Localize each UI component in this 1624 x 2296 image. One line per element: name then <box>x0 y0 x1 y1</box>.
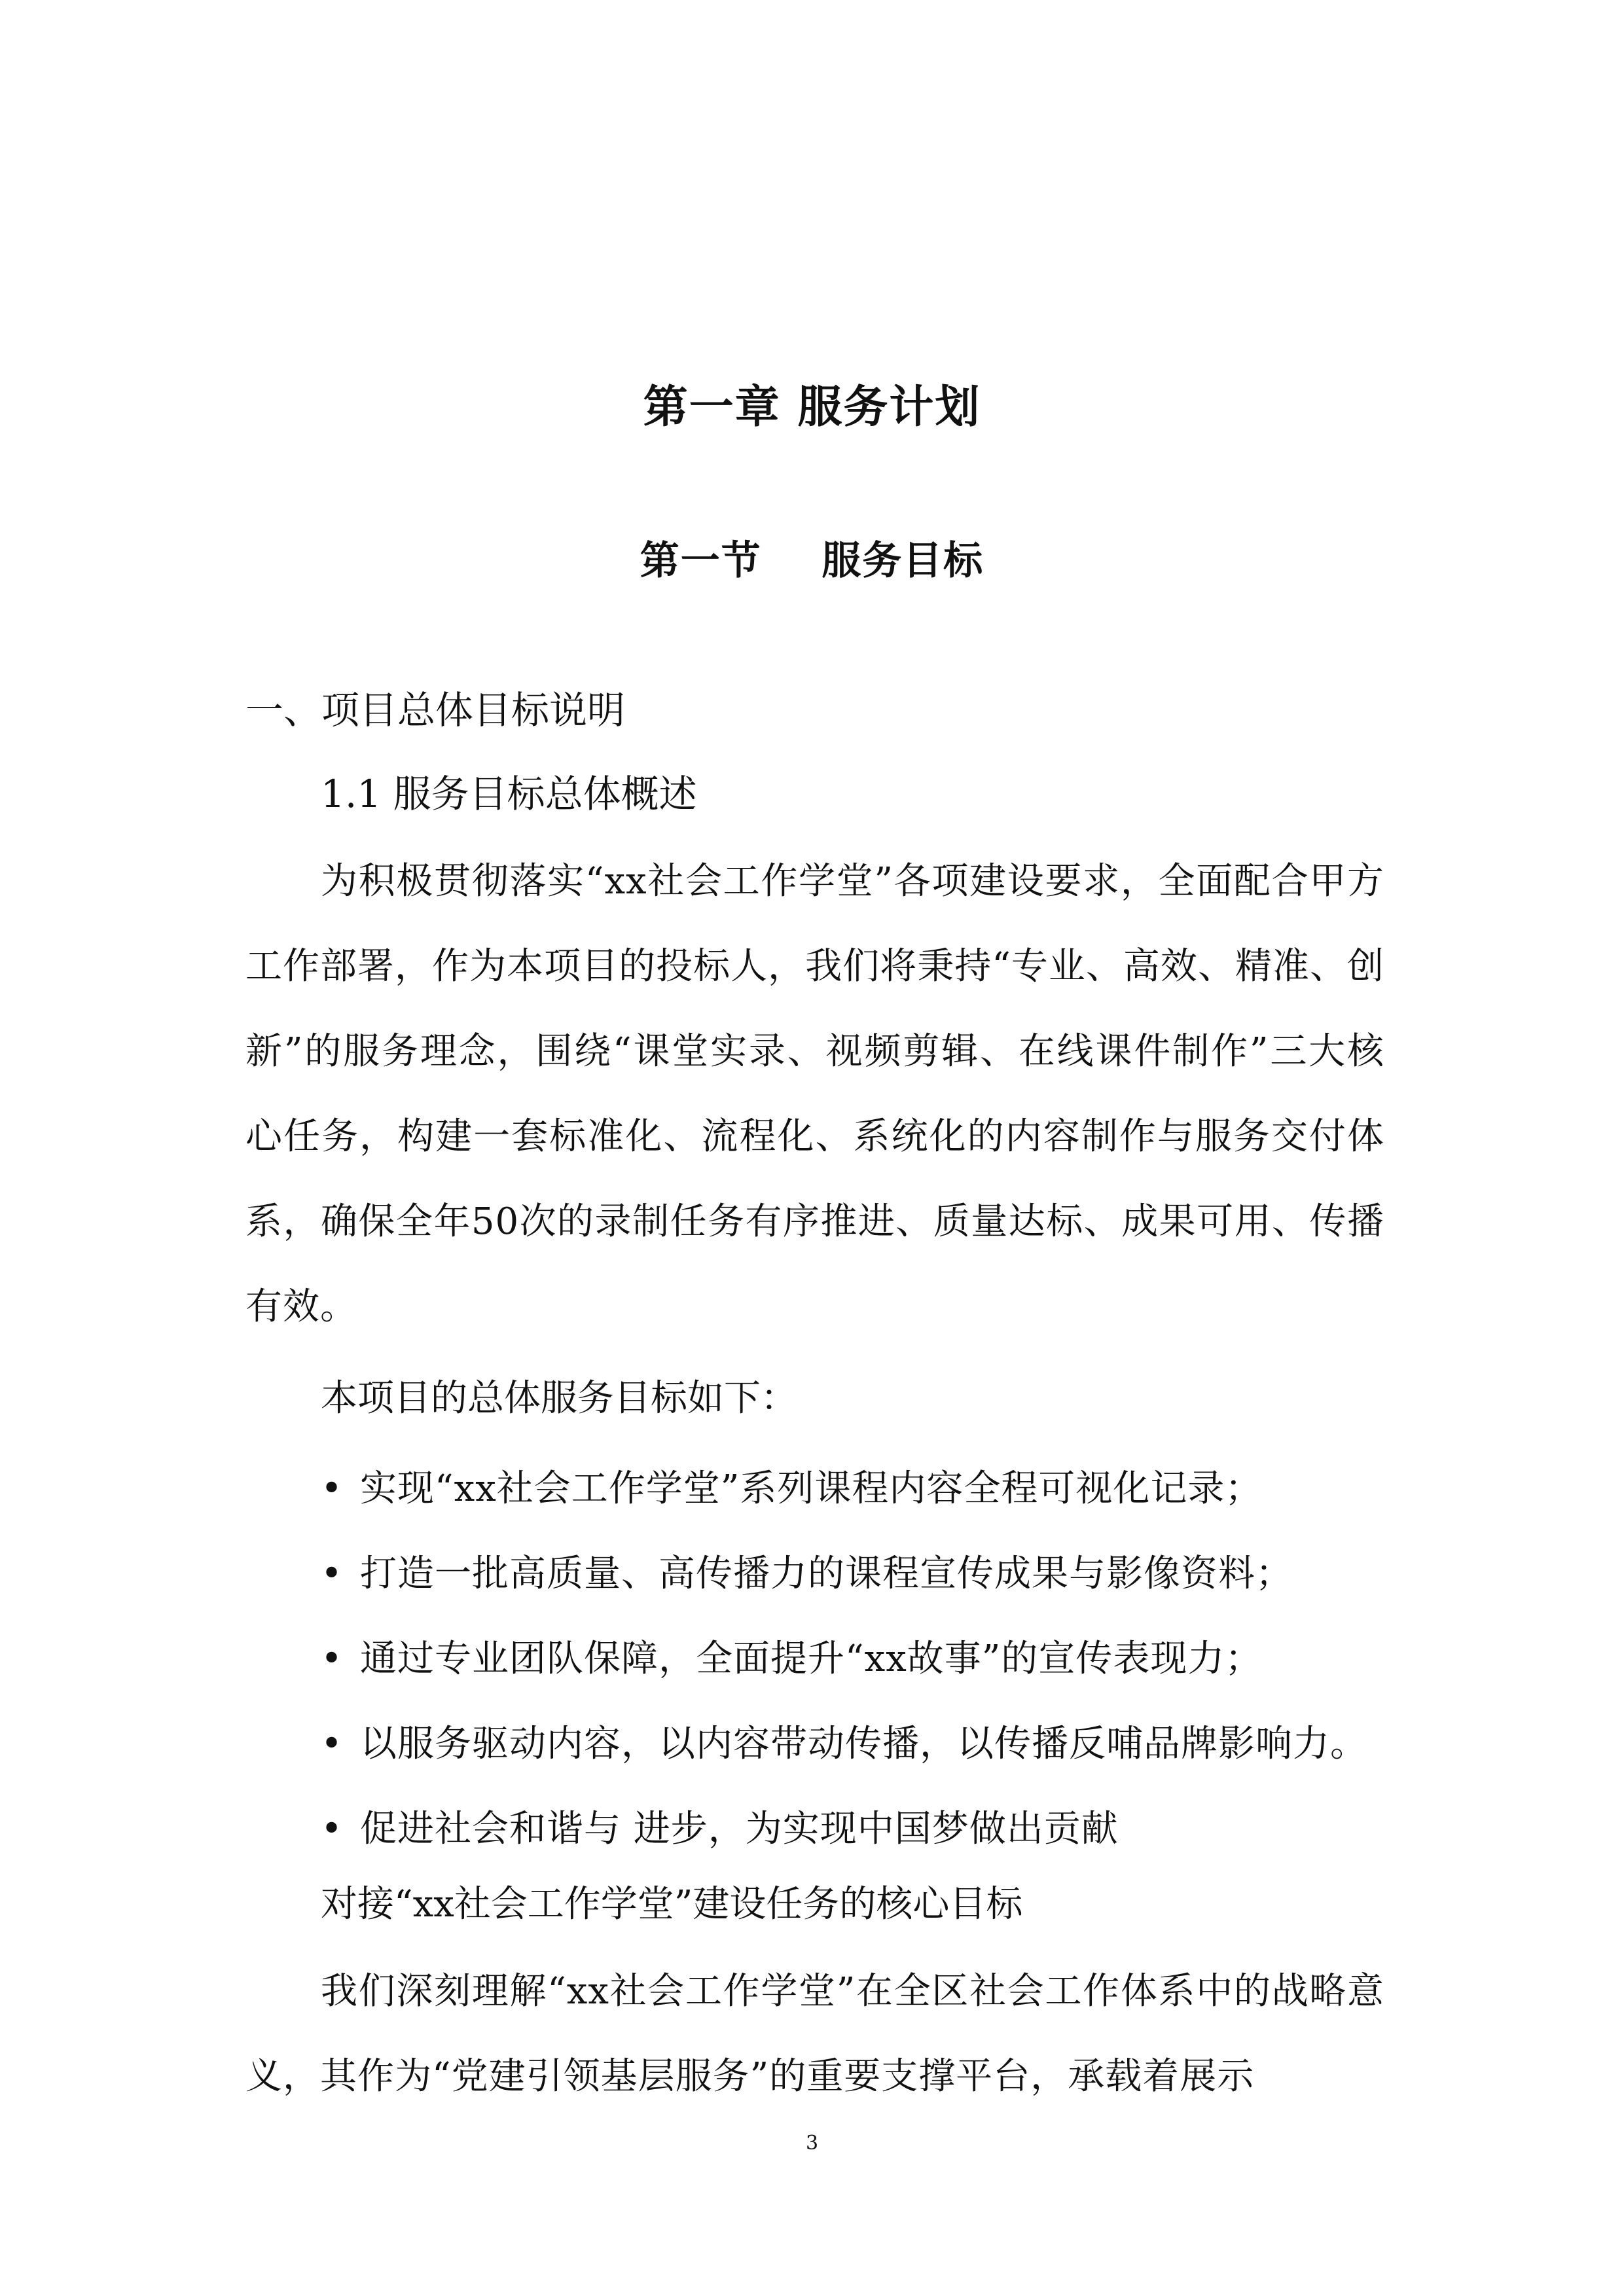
list-item-text: 实现“xx社会工作学堂”系列课程内容全程可视化记录； <box>360 1467 1263 1510</box>
list-item <box>321 1617 1367 1702</box>
chapter-title: 第一章 服务计划 <box>643 382 981 433</box>
paragraph-significance: 我们深刻理解“xx社会工作学堂”在全区社会工作体系中的战略意义，其作为“党建引领基层服务”的重要支撑平台，承载着展示 <box>245 1970 1384 2098</box>
list-item <box>321 1787 1367 1872</box>
list-item-text: 以服务驱动内容，以内容带动传播，以传播反哺品牌影响力。 <box>360 1723 1367 1765</box>
heading-level-1: 一、项目总体目标说明 <box>245 688 626 732</box>
bullet-icon: • <box>321 1808 344 1850</box>
page-number: 3 <box>805 2132 819 2155</box>
bullet-icon: • <box>321 1467 344 1510</box>
list-item-text: 促进社会和谐与 进步，为实现中国梦做出贡献 <box>360 1808 1119 1850</box>
section-title: 第一节 服务目标 <box>640 538 984 584</box>
list-item <box>321 1532 1367 1617</box>
bullet-icon: • <box>321 1552 344 1595</box>
list-item-text: 通过专业团队保障，全面提升“xx故事”的宣传表现力； <box>360 1638 1263 1680</box>
bullet-icon: • <box>321 1638 344 1680</box>
paragraph-overview: 为积极贯彻落实“xx社会工作学堂”各项建设要求，全面配合甲方工作部署，作为本项目的投标人，我们将秉持“专业、高效、精准、创新”的服务理念，围绕“课堂实录、视频剪辑、在线课件制作”三大核心任务，构建一套标准化、流程化、系统化的内容制作与服务交付体系，确保全年50次的录制任务有序推进、质量达标、成果可用、传播有效。 <box>245 860 1384 1328</box>
list-item <box>321 1446 1367 1532</box>
list-item-text: 打造一批高质量、高传播力的课程宣传成果与影像资料； <box>360 1552 1293 1595</box>
core-goals-subheading: 对接“xx社会工作学堂”建设任务的核心目标 <box>321 1883 1023 1926</box>
list-item <box>321 1702 1367 1787</box>
heading-level-2: 1.1 服务目标总体概述 <box>321 772 697 816</box>
bullet-icon: • <box>321 1723 344 1765</box>
goals-intro: 本项目的总体服务目标如下： <box>321 1377 797 1420</box>
goals-list <box>321 1446 1367 1872</box>
